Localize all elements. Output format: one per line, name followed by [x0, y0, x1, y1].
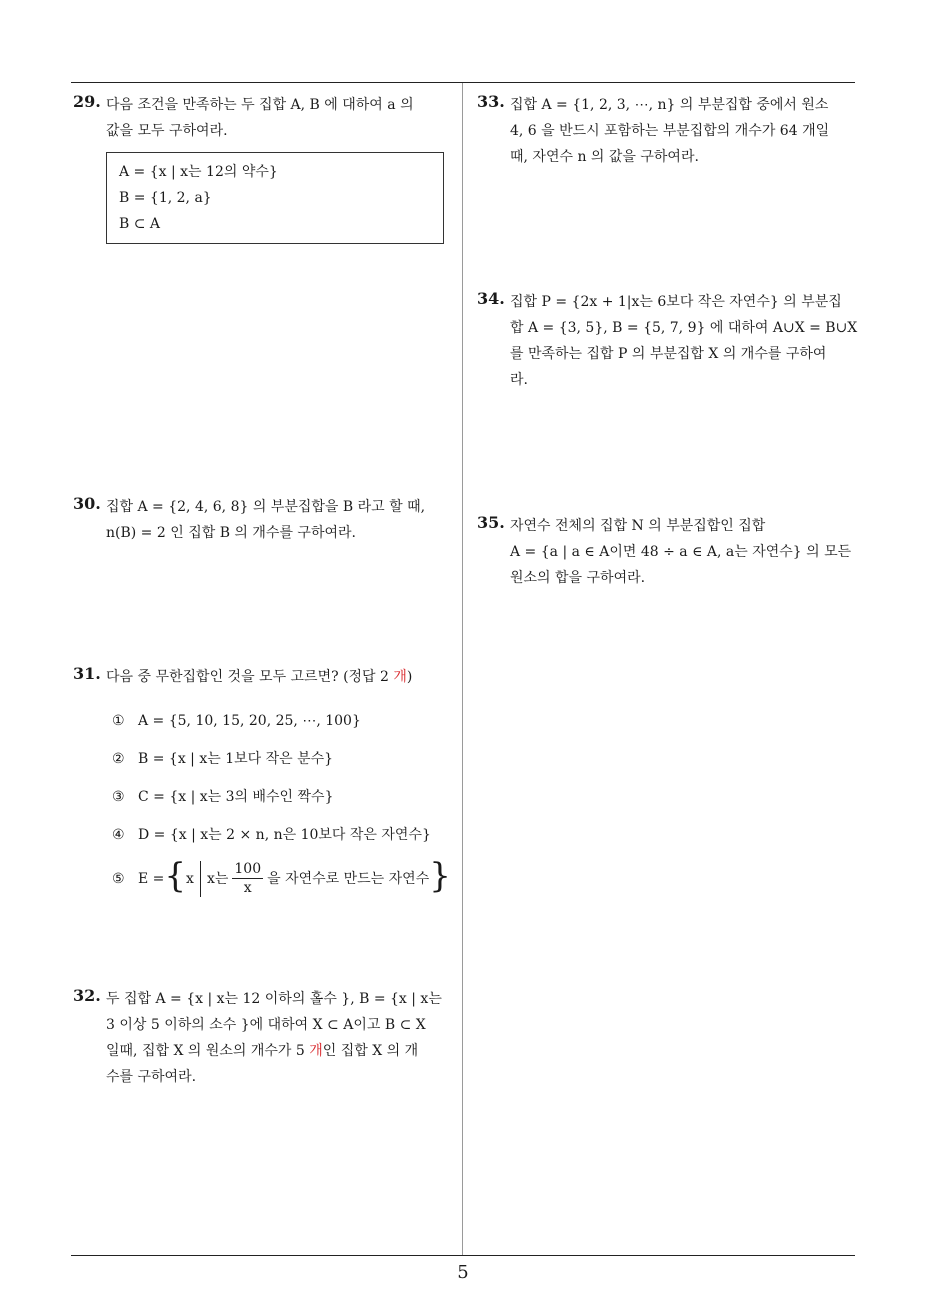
question-line: n(B) = 2 인 집합 B 의 개수를 구하여라.: [106, 525, 356, 541]
question-line: 집합 P = {2x + 1|x는 6보다 작은 자연수} 의 부분집: [510, 294, 842, 310]
column-divider: [462, 83, 463, 1255]
question-line: 3 이상 5 이하의 소수 }에 대하여 X ⊂ A이고 B ⊂ X: [106, 1017, 426, 1033]
choice-marker: ④: [112, 827, 125, 843]
question-line: 합 A = {3, 5}, B = {5, 7, 9} 에 대하여 A∪X = B∪X: [510, 320, 858, 336]
question-line: 두 집합 A = {x | x는 12 이하의 홀수 }, B = {x | x는: [106, 991, 442, 1007]
choice-marker: ③: [112, 789, 125, 805]
choice-text: A = {5, 10, 15, 20, 25, ⋯, 100}: [138, 713, 361, 729]
problem-number: 32.: [73, 986, 101, 1005]
problem-30: [73, 494, 455, 546]
question-text: 일때, 집합 X 의 원소의 개수가 5: [106, 1043, 310, 1059]
close-brace: }: [429, 855, 451, 896]
choice-marker: ⑤: [112, 870, 125, 887]
problem-number: 29.: [73, 92, 101, 111]
question-text: 다음 중 무한집합인 것을 모두 고르면? (정답 2: [106, 669, 394, 685]
problem-number: 30.: [73, 494, 101, 513]
condition-line: B ⊂ A: [119, 216, 161, 232]
problem-number: 34.: [477, 289, 505, 308]
choice-text: B = {x | x는 1보다 작은 분수}: [138, 751, 334, 767]
choice-4: [112, 822, 455, 848]
question-text: 인 집합 X 의 개: [322, 1043, 419, 1059]
condition-end: 을 자연수로 만드는 자연수: [267, 870, 430, 887]
set-builder-bar: [200, 861, 201, 897]
choice-5: [112, 855, 455, 897]
question-line: 4, 6 을 반드시 포함하는 부분집합의 개수가 64 개일: [510, 123, 830, 139]
question-line: 다음 조건을 만족하는 두 집합 A, B 에 대하여 a 의: [106, 97, 414, 113]
problem-29: [73, 92, 455, 244]
question-line: 를 만족하는 집합 P 의 부분집합 X 의 개수를 구하여: [510, 346, 827, 362]
question-line: A = {a | a ∈ A이면 48 ÷ a ∈ A, a는 자연수} 의 모든: [510, 544, 852, 560]
choice-text: D = {x | x는 2 × n, n은 10보다 작은 자연수}: [138, 827, 431, 843]
choice-text: C = {x | x는 3의 배수인 짝수}: [138, 789, 334, 805]
question-line: [106, 664, 455, 690]
top-rule: [71, 82, 855, 83]
problem-34: [477, 289, 859, 393]
condition-start: x는: [206, 870, 229, 887]
question-line: 때, 자연수 n 의 값을 구하여라.: [510, 149, 699, 165]
fraction-denominator: x: [243, 880, 252, 896]
open-brace: {: [164, 855, 187, 896]
choice-list: [106, 708, 455, 897]
choice-2: [112, 746, 455, 772]
question-line: 수를 구하여라.: [106, 1069, 197, 1085]
question-text-end: ): [406, 669, 413, 685]
problem-number: 35.: [477, 513, 505, 532]
condition-line: B = {1, 2, a}: [119, 190, 212, 206]
count-highlight: 개: [309, 1043, 323, 1059]
question-line: 값을 모두 구하여라.: [106, 123, 228, 139]
choice-1: [112, 708, 455, 734]
problem-33: [477, 92, 859, 170]
question-line: 자연수 전체의 집합 N 의 부분집합인 집합: [510, 518, 766, 534]
problem-31: [73, 664, 455, 909]
condition-box: [106, 152, 444, 244]
question-line: [106, 1038, 455, 1064]
page-number: 5: [457, 1262, 469, 1283]
condition-line: A = {x | x는 12의 약수}: [119, 164, 278, 180]
fraction-numerator: 100: [234, 861, 262, 877]
problem-32: [73, 986, 455, 1090]
question-line: 집합 A = {2, 4, 6, 8} 의 부분집합을 B 라고 할 때,: [106, 499, 426, 515]
question-line: 집합 A = {1, 2, 3, ⋯, n} 의 부분집합 중에서 원소: [510, 97, 829, 113]
choice-marker: ①: [112, 713, 125, 729]
set-variable: x: [186, 870, 194, 887]
problem-number: 33.: [477, 92, 505, 111]
choice-marker: ②: [112, 751, 125, 767]
fraction: [232, 860, 263, 897]
choice-prefix: E =: [138, 870, 165, 887]
choice-3: [112, 784, 455, 810]
problem-35: [477, 513, 859, 591]
problem-number: 31.: [73, 664, 101, 683]
question-line: 라.: [510, 372, 528, 388]
answer-count-highlight: 개: [393, 669, 407, 685]
bottom-rule: [71, 1255, 855, 1256]
question-line: 원소의 합을 구하여라.: [510, 570, 646, 586]
